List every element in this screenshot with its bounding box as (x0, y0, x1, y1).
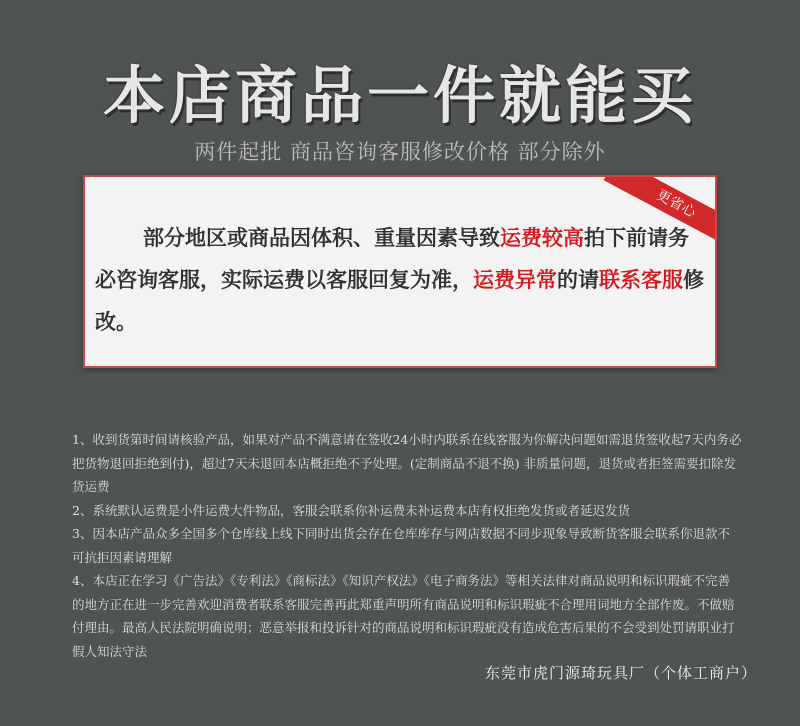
terms-item: 1、收到货第时间请核验产品，如果对产品不满意请在签收24小时内联系在线客服为你解决问题如需退货签收起7天内务必把货物退回拒绝到付)，超过7天未退回本店概拒绝不予处理。(定制商品不退不换) 非质量问题，退货或者拒签需要扣除发货运费 (72, 432, 742, 494)
notice-part-3: 的请 (557, 267, 599, 292)
company-name: 东莞市虎门源琦玩具厂（个体工商户） (485, 664, 758, 682)
shipping-notice-text (95, 217, 705, 343)
shipping-notice-box (83, 175, 717, 368)
terms-item: 2、系统默认运费是小件运费大件物品，客服会联系你补运费未补运费本店有权拒绝发货或者延迟发货 (72, 502, 630, 518)
subheadline: 两件起批 商品咨询客服修改价格 部分除外 (194, 140, 606, 164)
notice-highlight-high-shipping: 运费较高 (500, 225, 584, 250)
notice-highlight-contact-service: 联系客服 (599, 267, 683, 292)
notice-part-1: 部分地区或商品因体积、重量因素导致 (143, 225, 500, 250)
terms-item: 4、本店正在学习《广告法》《专利法》《商标法》《知识产权法》《电子商务法》等相关法律对商品说明和标识瑕疵不完善的地方正在进一步完善欢迎消费者联系客服完善再此郑重声明所有商品说明和标识瑕疵不合理用词地方全部作废。不做赔付理由。最高人民法院明确说明；恶意举报和投诉针对的商品说明和标识瑕疵没有造成危害后果的不会受到处罚请职业打假人知法守法 (72, 573, 735, 659)
notice-part-2: 拍下前请务必咨询客服，实际运费以客服回复为准， (95, 225, 689, 292)
corner-ribbon: 更省心 (604, 175, 717, 251)
terms-list (72, 428, 742, 663)
notice-part-4: 修改。 (95, 267, 704, 334)
terms-item: 3、因本店产品众多全国多个仓库线上线下同时出货会存在仓库库存与网店数据不同步现象导致断货客服会联系你退款不可抗拒因素请理解 (72, 526, 730, 565)
notice-highlight-abnormal-shipping: 运费异常 (473, 267, 557, 292)
headline: 本店商品一件就能买 (102, 59, 697, 132)
